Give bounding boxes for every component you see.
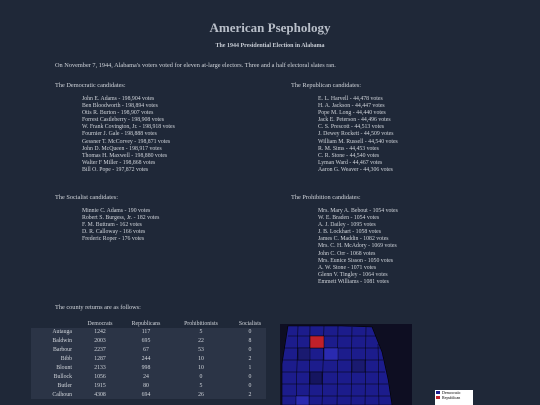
candidate-entry: Walter F Miller - 198,868 votes bbox=[82, 159, 156, 166]
vote-count-cell: 2133 bbox=[76, 364, 124, 373]
candidate-entry: A. J. Dailey - 1095 votes bbox=[318, 222, 376, 229]
candidate-entry: D. R. Calloway - 166 votes bbox=[82, 229, 146, 236]
page-subtitle: The 1944 Presidential Election in Alabama bbox=[215, 43, 325, 49]
legend-republican bbox=[435, 395, 473, 400]
candidate-entry: E. L. Harvell - 44,478 votes bbox=[318, 96, 383, 102]
vote-count-cell: 0 bbox=[168, 372, 234, 381]
vote-count-cell: 0 bbox=[234, 346, 266, 355]
county-shade bbox=[324, 348, 338, 360]
vote-count-cell: 5 bbox=[168, 381, 234, 390]
legend-democratic-label: Democratic bbox=[442, 390, 461, 395]
candidate-entry: Mrs. Mary A. Bebout - 1054 votes bbox=[318, 208, 398, 214]
county-shade bbox=[296, 396, 309, 405]
table-row bbox=[31, 355, 266, 364]
county-shade bbox=[352, 360, 365, 372]
candidate-entry: Minnie C. Adams - 190 votes bbox=[82, 208, 151, 214]
candidate-entry: J. Dewey Rockett - 44,509 votes bbox=[318, 131, 394, 138]
page-title: American Psephology bbox=[209, 20, 331, 35]
column-header: Republicans bbox=[124, 320, 168, 328]
vote-count-cell: 1242 bbox=[76, 328, 124, 337]
candidate-entry: James C. Maddin - 1082 votes bbox=[318, 236, 389, 243]
vote-count-cell: 2 bbox=[234, 390, 266, 399]
intro-paragraph: On November 7, 1944, Alabama's voters voted for eleven at-large electors. Three and a half electoral slates ran. bbox=[55, 62, 336, 69]
democratic-candidate-list bbox=[82, 96, 175, 174]
candidate-entry: Forrest Castleberry - 198,908 votes bbox=[82, 117, 164, 124]
candidate-entry: Robert S. Burgess, Jr. - 182 votes bbox=[82, 215, 160, 222]
republican-heading: The Republican candidates: bbox=[291, 82, 361, 89]
alabama-county-map bbox=[280, 324, 412, 405]
candidate-entry: Fournier J. Gale - 198,888 votes bbox=[82, 131, 157, 138]
prohibition-candidate-list bbox=[318, 208, 398, 286]
vote-count-cell: 2237 bbox=[76, 346, 124, 355]
county-name-cell: Barbour bbox=[31, 346, 76, 355]
county-shade bbox=[298, 348, 310, 360]
prohibition-heading: The Prohibition candidates: bbox=[291, 194, 361, 201]
vote-count-cell: 695 bbox=[124, 337, 168, 346]
table-header-row bbox=[31, 320, 266, 328]
vote-count-cell: 53 bbox=[168, 346, 234, 355]
candidate-entry: Thomas H. Maxwell - 198,880 votes bbox=[82, 152, 168, 159]
vote-count-cell: 244 bbox=[124, 355, 168, 364]
vote-count-cell: 24 bbox=[124, 372, 168, 381]
candidate-entry: Otis R. Burton - 198,907 votes bbox=[82, 110, 154, 117]
vote-count-cell: 5 bbox=[168, 328, 234, 337]
vote-count-cell: 22 bbox=[168, 337, 234, 346]
county-name-cell: Butler bbox=[31, 381, 76, 390]
candidate-entry: Emmett Williams - 1081 votes bbox=[318, 278, 389, 285]
vote-count-cell: 67 bbox=[124, 346, 168, 355]
candidate-entry: Jack E. Peterson - 44,496 votes bbox=[318, 117, 391, 124]
vote-count-cell: 694 bbox=[124, 390, 168, 399]
column-header: Prohibitionists bbox=[168, 320, 234, 328]
vote-count-cell: 80 bbox=[124, 381, 168, 390]
candidate-entry: John E. Adams - 198,904 votes bbox=[82, 96, 155, 102]
table-row bbox=[31, 337, 266, 346]
candidate-entry: Gessner T. McCorvey - 198,871 votes bbox=[82, 138, 171, 145]
county-shade bbox=[310, 372, 322, 384]
county-name-cell: Blount bbox=[31, 364, 76, 373]
candidate-entry: W. E. Braden - 1054 votes bbox=[318, 215, 380, 222]
vote-count-cell: 1056 bbox=[76, 372, 124, 381]
vote-count-cell: 0 bbox=[234, 372, 266, 381]
vote-count-cell: 998 bbox=[124, 364, 168, 373]
vote-count-cell: 8 bbox=[234, 337, 266, 346]
candidate-entry: Aaron G. Weaver - 44,306 votes bbox=[318, 166, 393, 173]
vote-count-cell: 1287 bbox=[76, 355, 124, 364]
county-name-cell: Baldwin bbox=[31, 337, 76, 346]
candidate-entry: Pope M. Long - 44,440 votes bbox=[318, 110, 386, 117]
candidate-entry: Lyman Ward - 44,467 votes bbox=[318, 159, 383, 166]
vote-count-cell: 10 bbox=[168, 364, 234, 373]
candidate-entry: F. M. Buttram - 162 votes bbox=[82, 222, 142, 229]
table-row bbox=[31, 364, 266, 373]
table-row bbox=[31, 372, 266, 381]
column-header: Socialists bbox=[234, 320, 266, 328]
table-row bbox=[31, 381, 266, 390]
vote-count-cell: 1 bbox=[234, 364, 266, 373]
socialist-heading: The Socialist candidates: bbox=[55, 194, 118, 201]
vote-count-cell: 10 bbox=[168, 355, 234, 364]
vote-count-cell: 4308 bbox=[76, 390, 124, 399]
county-name-cell: Bibb bbox=[31, 355, 76, 364]
socialist-candidate-list bbox=[82, 208, 159, 243]
candidate-entry: Glenn V. Tingley - 1064 votes bbox=[318, 271, 388, 278]
table-row bbox=[31, 390, 266, 399]
candidate-entry: Mrs. C. H. McAdory - 1069 votes bbox=[318, 243, 397, 250]
candidate-entry: J. B. Lockhart - 1058 votes bbox=[318, 229, 381, 236]
candidate-entry: W. Frank Covington, Jr. - 198,918 votes bbox=[82, 124, 175, 131]
county-returns-table bbox=[31, 320, 266, 399]
table-row bbox=[31, 328, 266, 337]
county-name-cell: Calhoun bbox=[31, 390, 76, 399]
column-header: Democrats bbox=[76, 320, 124, 328]
candidate-entry: C. R. Stone - 44,540 votes bbox=[318, 152, 380, 159]
candidate-entry: John C. Orr - 1068 votes bbox=[318, 250, 376, 257]
vote-count-cell: 0 bbox=[234, 381, 266, 390]
county-name-cell: Bullock bbox=[31, 372, 76, 381]
vote-count-cell: 2 bbox=[234, 355, 266, 364]
county-returns-label: The county returns are as follows: bbox=[55, 304, 141, 311]
democratic-heading: The Democratic candidates: bbox=[55, 82, 126, 89]
candidate-entry: Mrs. Eunice Sisson - 1050 votes bbox=[318, 257, 394, 264]
candidate-entry: C. S. Prescott - 44,513 votes bbox=[318, 124, 385, 131]
county-name-cell: Autauga bbox=[31, 328, 76, 337]
vote-count-cell: 26 bbox=[168, 390, 234, 399]
candidate-entry: Bill O. Pope - 197,872 votes bbox=[82, 166, 149, 173]
legend-republican-label: Republican bbox=[442, 395, 461, 400]
republican-candidate-list bbox=[318, 96, 398, 174]
map-legend bbox=[435, 390, 473, 405]
vote-count-cell: 117 bbox=[124, 328, 168, 337]
republican-swatch bbox=[436, 396, 440, 399]
candidate-entry: H. A. Jackson - 44,447 votes bbox=[318, 103, 385, 110]
candidate-entry: William M. Russell - 44,540 votes bbox=[318, 138, 398, 145]
vote-count-cell: 2003 bbox=[76, 337, 124, 346]
candidate-entry: Frederic Roper - 176 votes bbox=[82, 236, 145, 243]
candidate-entry: Ben Bloodworth - 198,894 votes bbox=[82, 103, 158, 110]
vote-count-cell: 1915 bbox=[76, 381, 124, 390]
vote-count-cell: 0 bbox=[234, 328, 266, 337]
candidate-entry: R. M. Sims - 44,453 votes bbox=[318, 145, 379, 152]
democratic-swatch bbox=[436, 391, 440, 394]
column-header bbox=[31, 320, 76, 328]
candidate-entry: John D. McQueen - 198,917 votes bbox=[82, 145, 162, 152]
candidate-entry: A. W. Stone - 1071 votes bbox=[318, 264, 377, 271]
republican-county bbox=[310, 336, 324, 348]
table-row bbox=[31, 346, 266, 355]
